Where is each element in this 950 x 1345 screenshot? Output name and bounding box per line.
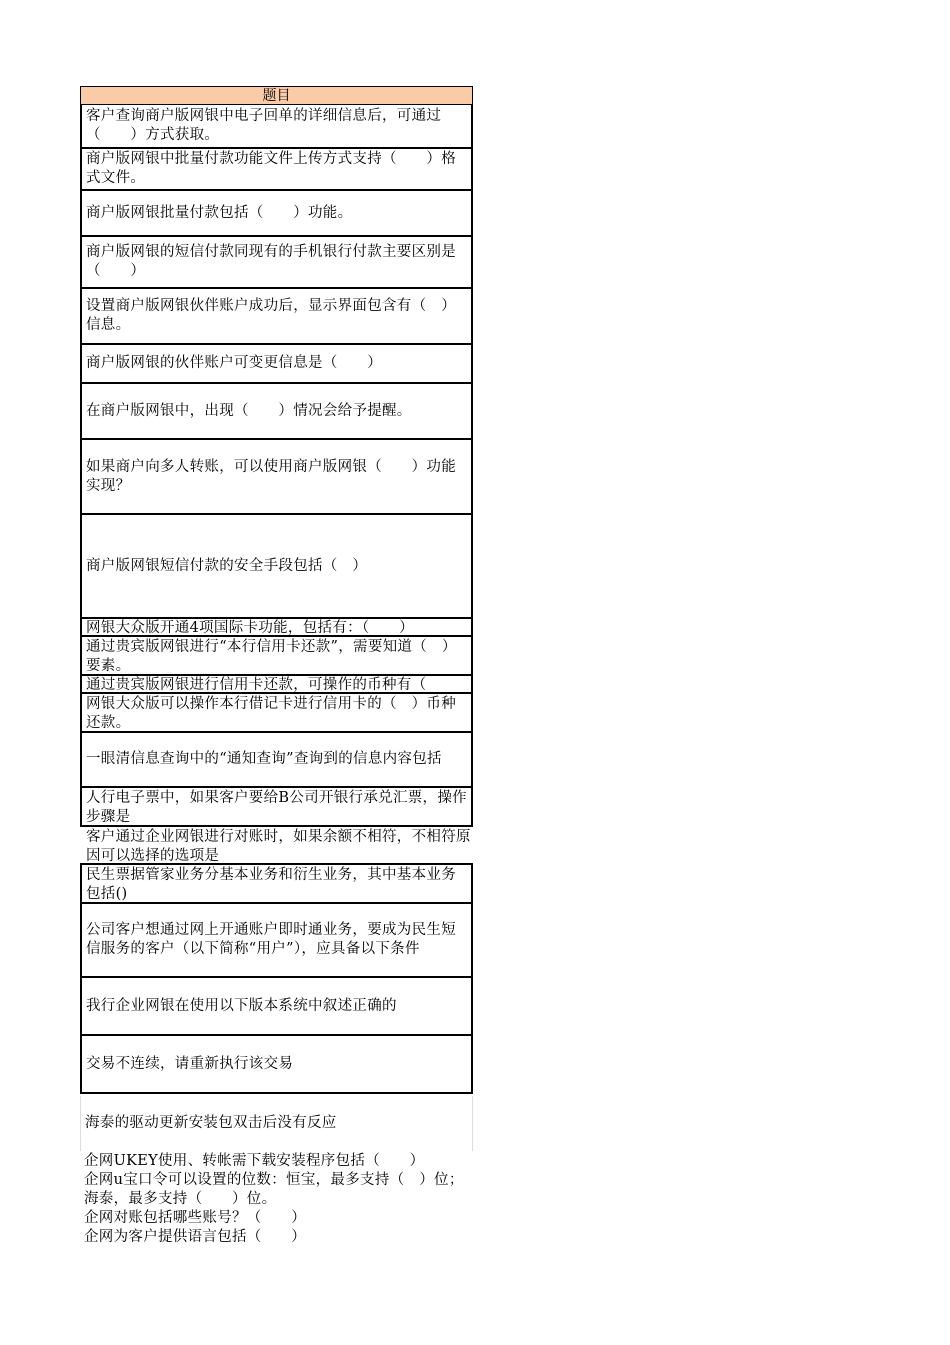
table-row[interactable] [80, 676, 473, 694]
table-row[interactable] [80, 978, 473, 1036]
table-row[interactable] [80, 904, 473, 978]
cell-text: 通过贵宾版网银进行“本行信用卡还款”，需要知道（ ）要素。 [86, 639, 457, 674]
table-row[interactable] [80, 289, 473, 345]
cell-text: 通过贵宾版网银进行信用卡还款，可操作的币种有（ [86, 677, 427, 693]
table-row[interactable] [80, 694, 473, 733]
cell-text: 客户通过企业网银进行对账时，如果余额不相符，不相符原因可以选择的选项是 [86, 829, 471, 863]
question-table [80, 86, 473, 1151]
table-row[interactable] [80, 515, 473, 619]
table-row[interactable] [80, 105, 473, 149]
unbordered-questions [84, 1152, 474, 1247]
cell-text: 网银大众版可以操作本行借记卡进行信用卡的（ ）币种还款。 [86, 696, 456, 731]
table-row[interactable] [80, 237, 473, 289]
list-item: 企网为客户提供语言包括（ ） [84, 1229, 306, 1245]
cell-text: 客户查询商户版网银中电子回单的详细信息后，可通过（ ）方式获取。 [86, 108, 442, 143]
cell-text: 我行企业网银在使用以下版本系统中叙述正确的 [86, 997, 397, 1014]
cell-text: 如果商户向多人转账，可以使用商户版网银（ ）功能实现？ [86, 458, 456, 494]
cell-text: 民生票据管家业务分基本业务和衍生业务，其中基本业务包括() [86, 867, 456, 902]
table-row[interactable] [80, 827, 473, 863]
list-item: 企网u宝口令可以设置的位数：恒宝，最多支持（ ）位；海泰，最多支持（ ）位。 [84, 1172, 464, 1207]
table-row[interactable] [80, 384, 473, 440]
table-row[interactable] [80, 1036, 473, 1094]
cell-text: 人行电子票中，如果客户要给B公司开银行承兑汇票，操作步骤是 [86, 790, 467, 825]
table-row[interactable] [80, 191, 473, 237]
table-row[interactable] [80, 788, 473, 827]
cell-text: 一眼清信息查询中的“通知查询”查询到的信息内容包括 [86, 751, 442, 767]
cell-text: 商户版网银短信付款的安全手段包括（ ） [86, 557, 368, 574]
cell-text: 商户版网银的伙伴账户可变更信息是（ ） [86, 355, 382, 371]
table-row[interactable] [80, 345, 473, 384]
table-row[interactable] [80, 440, 473, 515]
cell-text: 公司客户想通过网上开通账户即时通业务，要成为民生短信服务的客户（以下简称“用户”），应具备以下条件 [86, 922, 456, 957]
list-item: 企网对账包括哪些账号？（ ） [84, 1210, 306, 1226]
table-row[interactable] [80, 733, 473, 788]
cell-text: 商户版网银中批量付款功能文件上传方式支持（ ）格式文件。 [86, 151, 456, 186]
cell-text: 在商户版网银中，出现（ ）情况会给予提醒。 [86, 402, 412, 419]
cell-text: 设置商户版网银伙伴账户成功后，显示界面包含有（ ）信息。 [86, 298, 456, 333]
table-row[interactable] [80, 619, 473, 637]
cell-text: 商户版网银的短信付款同现有的手机银行付款主要区别是（ ） [86, 244, 456, 279]
table-row[interactable] [80, 1096, 473, 1151]
cell-text: 网银大众版开通4项国际卡功能，包括有：（ ） [86, 620, 414, 636]
list-item: 企网UKEY使用、转帐需下载安装程序包括（ ） [84, 1153, 425, 1169]
cell-text: 海泰的驱动更新安装包双击后没有反应 [85, 1115, 337, 1131]
column-header: 题目 [80, 86, 473, 105]
cell-text: 交易不连续，请重新执行该交易 [86, 1055, 294, 1072]
table-row[interactable] [80, 637, 473, 676]
table-row[interactable] [80, 863, 473, 904]
table-row[interactable] [80, 149, 473, 191]
cell-text: 商户版网银批量付款包括（ ）功能。 [86, 204, 353, 221]
